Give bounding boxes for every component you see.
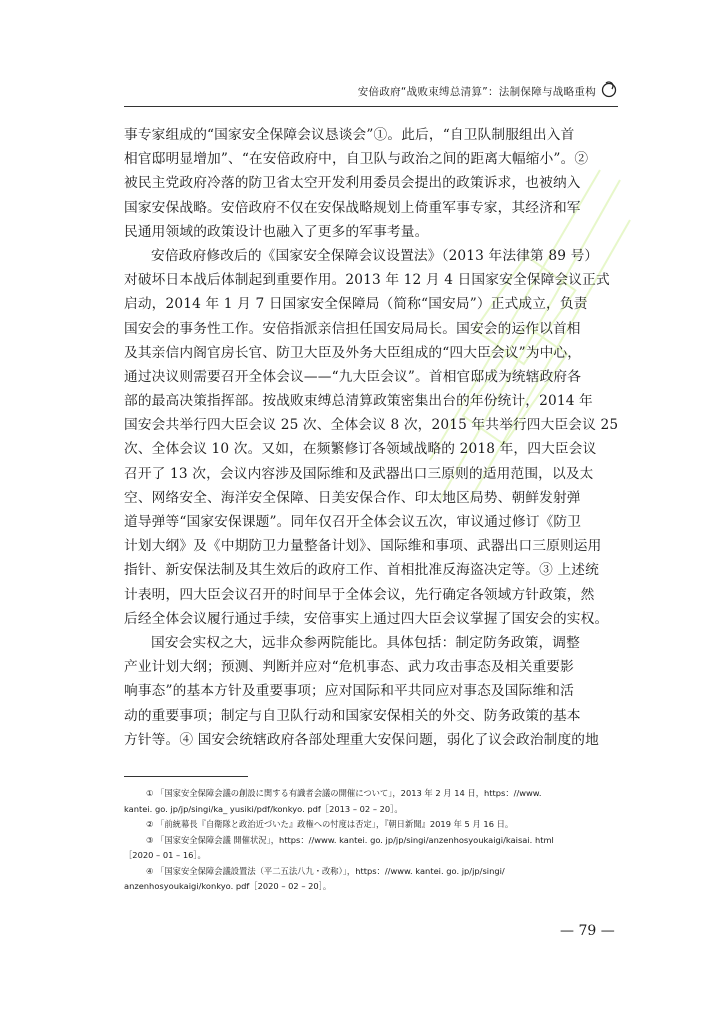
text-line: 对破坏日本战后体制起到重要作用。2013 年 12 月 4 日国家安全保障会议正式 [124,272,610,289]
text-line: 响事态”的基本方针及重要事项；应对国际和平共同应对事态及国际维和活 [124,683,574,700]
paragraph-start-line: 安倍政府修改后的《国家安全保障会议设置法》（2013 年法律第 89 号） [151,247,599,264]
running-title: 安倍政府“战败束缚总清算”：法制保障与战略重构 [357,86,596,98]
text-line: 召开了 13 次，会议内容涉及国际维和及武器出口三原则的适用范围，以及太 [124,465,594,482]
paragraph-start-line: 国安会实权之大，远非众参两院能比。具体包括：制定防务政策，调整 [151,634,580,651]
footnote-4: ④ 「国家安全保障会議設置法（平二五法八九・改称）」，https：//www. kantei. go. jp/jp/singi/ [146,865,505,876]
text-line: 计划大纲》及《中期防卫力量整备计划》、国际维和事项、武器出口三原则运用 [124,538,602,555]
footnote-1-cont: kantei. go. jp/jp/singi/ka_ yusiki/pdf/konkyo. pdf［2013 – 02 – 20］。 [124,803,403,814]
text-line: 国安会的事务性工作。安倍指派亲信担任国安局局长。国安会的运作以首相 [124,320,581,337]
footnote-2: ② 「前統幕長『自衛隊と政治近づいた』政権への忖度は否定」，『朝日新聞』2019 年 5 月 16 日。 [146,819,514,829]
footnote-1: ① 「国家安全保障会議の創設に関する有識者会議の開催について」，2013 年 2 月 14 日，https：//www. [146,788,542,798]
text-line: 启动，2014 年 1 月 7 日国家安全保障局（简称“国安局”）正式成立，负责 [124,296,588,313]
text-line: 相官邸明显增加”、“在安倍政府中，自卫队与政治之间的距离大幅缩小”。② [124,151,589,168]
text-line: 计表明，四大臣会议召开的时间早于全体会议，先行确定各领域方针政策，然 [124,586,595,603]
footnotes [124,786,627,895]
text-line: 次、全体会议 10 次。又如，在频繁修订各领域战略的 2018 年，四大臣会议 [124,441,597,458]
text-line: 空、网络安全、海洋安全保障、日美安保合作、印太地区局势、朝鲜发射弹 [124,489,581,506]
main-text [124,123,627,752]
page-number: — 79 — [560,923,615,939]
text-line: 国安会共举行四大臣会议 25 次、全体会议 8 次，2015 年共举行四大臣会议 25 [124,417,619,434]
text-line: 事专家组成的“国家安全保障会议恳谈会”①。此后，“自卫队制服组出入首 [124,127,575,143]
text-line: 道导弹等“国家安保课题”。同年仅召开全体会议五次，审议通过修订《防卫 [124,514,582,530]
running-header [124,70,618,107]
footnote-4-cont: anzenhosyoukaigi/konkyo. pdf［2020 – 02 – 20］。 [124,881,332,891]
footnote-3-cont: ［2020 – 01 – 16］。 [124,850,206,860]
text-line: 指针、新安保法制及其生效后的政府工作、首相批准反海盗决定等。③ 上述统 [124,562,599,579]
text-line: 后经全体会议履行通过手续，安倍事实上通过四大臣会议掌握了国安会的实权。 [124,610,609,627]
text-line: 方针等。④ 国安会统辖政府各部处理重大安保问题，弱化了议会政治制度的地 [124,731,599,748]
text-line: 部的最高决策指挥部。按战败束缚总清算政策密集出台的年份统计，2014 年 [124,393,593,410]
text-line: 产业计划大纲；预测、判断并应对“危机事态、武力攻击事态及相关重要影 [124,659,574,676]
text-line: 被民主党政府冷落的防卫省太空开发利用委员会提出的政策诉求，也被纳入 [124,175,581,192]
text-line: 动的重要事项；制定与自卫队行动和国家安保相关的外交、防务政策的基本 [124,707,581,724]
footnote-3: ③ 「国家安全保障会議 開催状況」，https：//www. kantei. go. jp/jp/singi/anzenhosyoukaigi/kaisai. html [146,834,554,845]
text-line: 国家安保战略。安倍政府不仅在安保战略规划上倚重军事专家，其经济和军 [124,199,581,216]
ornament-icon [600,80,618,98]
text-line: 及其亲信内阁官房长官、防卫大臣及外务大臣组成的“四大臣会议”为中心， [124,344,582,361]
text-line: 通过决议则需要召开全体会议——“九大臣会议”。首相官邸成为统辖政府各 [124,368,582,385]
footnote-divider [124,776,248,777]
text-line: 民通用领域的政策设计也融入了更多的军事考量。 [124,223,429,240]
